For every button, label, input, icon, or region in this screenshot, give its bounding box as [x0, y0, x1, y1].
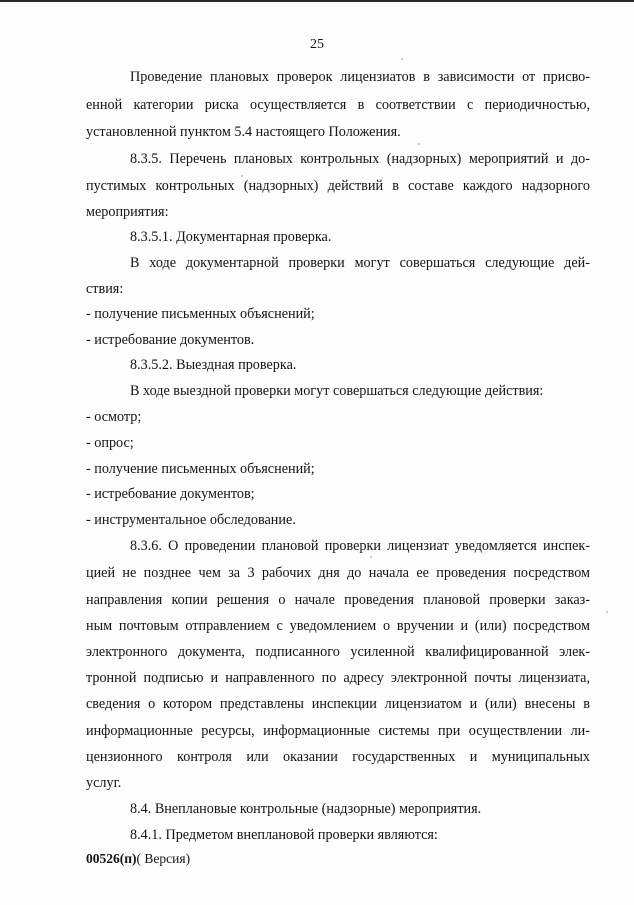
scan-speck [606, 611, 608, 613]
page-number: 25 [310, 37, 324, 52]
scan-speck [241, 175, 243, 177]
scan-top-edge [0, 0, 634, 2]
text-line: сведения о котором представлены инспекции лицензиатом и (или) внесены в [86, 696, 590, 712]
text-line: 8.3.5. Перечень плановых контрольных (надзорных) мероприятий и до- [130, 151, 590, 167]
text-line: направления копии решения о начале проведения плановой проверки заказ- [86, 592, 590, 608]
section-heading: 8.3.5.1. Документарная проверка. [130, 229, 332, 245]
text-line: 8.4.1. Предметом внеплановой проверки являются: [130, 827, 438, 843]
text-line: цензионного контроля или оказании государственных и муниципальных [86, 749, 590, 765]
document-footer-code [86, 851, 190, 867]
list-item: - получение письменных объяснений; [86, 461, 315, 477]
text-line: В ходе выездной проверки могут совершаться следующие действия: [130, 383, 544, 399]
text-line: В ходе документарной проверки могут совершаться следующие дей- [130, 255, 590, 271]
scan-speck [418, 143, 420, 145]
list-item: - истребование документов; [86, 486, 255, 502]
footer-code-number: 00526(п) [86, 851, 137, 866]
footer-version: ( Версия) [136, 851, 191, 866]
text-line: ствия: [86, 281, 124, 297]
list-item: - истребование документов. [86, 332, 255, 348]
text-line: установленной пунктом 5.4 настоящего Положения. [86, 124, 401, 140]
text-line: Проведение плановых проверок лицензиатов в зависимости от присво- [130, 69, 590, 85]
section-heading: 8.4. Внеплановые контрольные (надзорные) мероприятия. [130, 801, 482, 817]
text-line: информационные ресурсы, информационные системы при осуществлении ли- [86, 723, 590, 739]
text-line: электронного документа, подписанного усиленной квалифицированной элек- [86, 644, 590, 660]
list-item: - осмотр; [86, 409, 142, 425]
text-line: пустимых контрольных (надзорных) действий в составе каждого надзорного [86, 178, 590, 194]
scan-speck [401, 58, 403, 60]
text-line: 8.3.6. О проведении плановой проверки лицензиат уведомляется инспек- [130, 538, 590, 554]
list-item: - опрос; [86, 435, 134, 451]
text-line: ным почтовым отправлением с уведомлением о вручении и (или) посредством [86, 618, 590, 634]
section-heading: 8.3.5.2. Выездная проверка. [130, 357, 297, 373]
scan-speck [370, 556, 372, 558]
text-line: услуг. [86, 775, 122, 791]
text-line: мероприятия: [86, 204, 169, 220]
text-line: енной категории риска осуществляется в соответствии с периодичностью, [86, 97, 590, 113]
list-item: - инструментальное обследование. [86, 512, 296, 528]
text-line: тронной подписью и направленного по адресу электронной почты лицензиата, [86, 670, 590, 686]
text-line: цией не позднее чем за 3 рабочих дня до начала ее проведения посредством [86, 565, 590, 581]
list-item: - получение письменных объяснений; [86, 306, 315, 322]
